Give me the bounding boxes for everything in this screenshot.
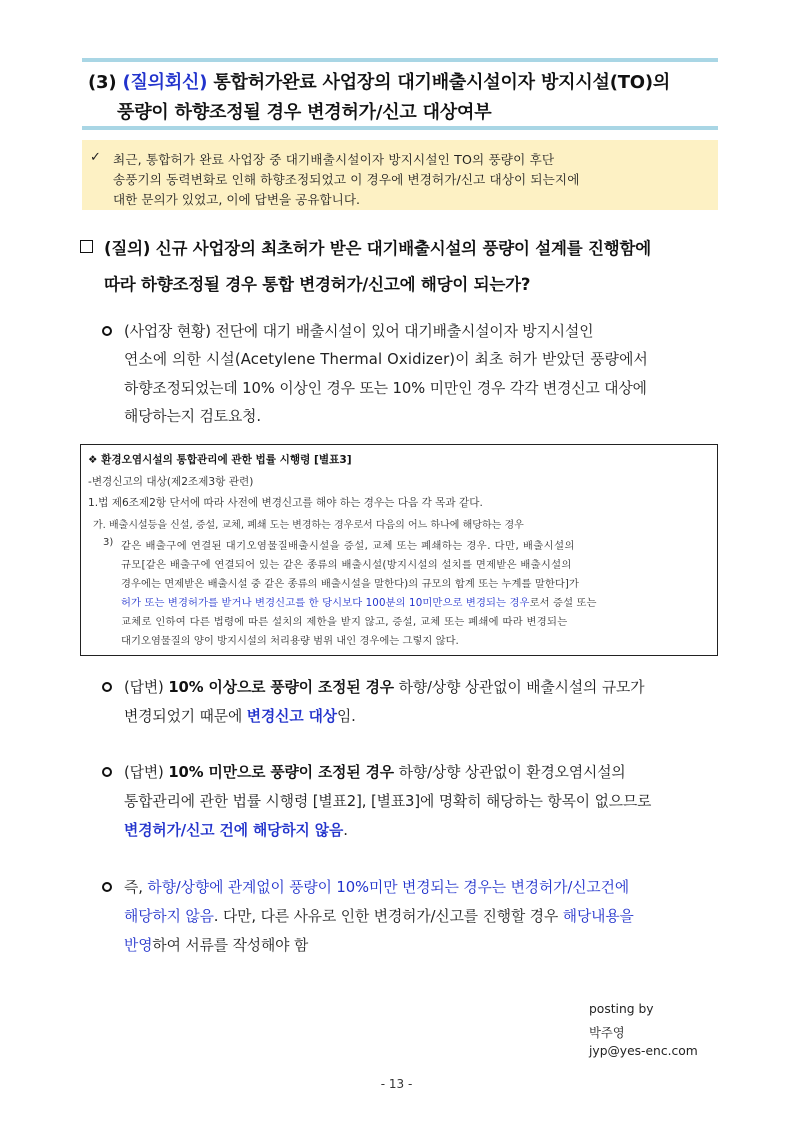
answer1-line-2 — [124, 705, 356, 726]
situation-bullet-icon — [102, 326, 112, 336]
question-checkbox-icon — [80, 240, 93, 253]
situation-line-2: 연소에 의한 시설(Acetylene Thermal Oxidizer)이 최초 허가 받았던 풍량에서 — [124, 351, 648, 368]
answer1-bullet-icon — [102, 682, 112, 692]
law-highlight: 허가 또는 변경허가를 받거나 변경신고를 한 당시보다 100분의 10미만으로 변경되는 경우 — [121, 597, 530, 609]
conclusion-highlight-2: 해당하지 않음 — [124, 908, 214, 925]
answer2-condition: 10% 미만으로 풍량이 조정된 경우 — [168, 764, 394, 781]
answer2-line-2: 통합관리에 관한 법률 시행령 [별표2], [별표3]에 명확히 해당하는 항목이 없으므로 — [124, 793, 652, 810]
law-item-3-line-2: 규모[같은 배출구에 연결되어 있는 같은 종류의 배출시설(방지시설의 설치를 면제받은 배출시설의 — [121, 559, 572, 571]
situation-line-1: (사업장 현황) 전단에 대기 배출시설이 있어 대기배출시설이자 방지시설인 — [124, 323, 594, 340]
conclusion-highlight-4: 반영 — [124, 937, 153, 954]
situation-line-4: 해당하는지 검토요청. — [124, 408, 261, 425]
conclusion-prefix: 즉, — [124, 879, 148, 896]
answer2-line-3 — [124, 819, 348, 840]
signature-author-name: 박주영 — [589, 1026, 625, 1040]
notice-line-1: 최근, 통합허가 완료 사업장 중 대기배출시설이자 방지시설인 TO의 풍량이 후단 — [113, 152, 555, 167]
law-item-3-line-4 — [121, 594, 707, 609]
answer2-prefix: (답변) — [124, 764, 169, 781]
section-number: (3) — [88, 72, 117, 93]
answer1-prefix: (답변) — [124, 679, 169, 696]
answer2-result: 변경허가/신고 건에 해당하지 않음 — [124, 822, 344, 839]
conclusion-highlight-1: 하향/상향에 관계없이 풍량이 10%미만 변경되는 경우는 변경허가/신고건에 — [147, 879, 630, 896]
page-number: - 13 - — [380, 1077, 413, 1091]
answer1-condition: 10% 이상으로 풍량이 조정된 경우 — [168, 679, 394, 696]
law-item-3-line-5: 교체로 인하여 다른 법령에 따른 설치의 제한을 받지 않고, 증설, 교체 또는 폐쇄에 따라 변경되는 — [121, 616, 568, 628]
conclusion-line3-rest: 하여 서류를 작성해야 함 — [152, 937, 309, 954]
answer2-line-1 — [124, 761, 626, 782]
conclusion-bullet-icon — [102, 882, 112, 892]
law-item-1: 1.법 제6조제2항 단서에 따라 사전에 변경신고를 해야 하는 경우는 다음 각 목과 같다. — [88, 497, 483, 509]
check-icon: ✓ — [90, 150, 101, 165]
answer1-result: 변경신고 대상 — [246, 708, 337, 725]
conclusion-line-1 — [124, 876, 629, 897]
law-item-3-line-1: 같은 배출구에 연결된 대기오염물질배출시설을 증설, 교체 또는 폐쇄하는 경우. 다만, 배출시설의 — [121, 540, 575, 552]
law-subtitle: -변경신고의 대상(제2조제3항 관련) — [88, 476, 254, 488]
law-item-3-number: 3) — [103, 537, 114, 548]
question-line-1: (질의) 신규 사업장의 최초허가 받은 대기배출시설의 풍량이 설계를 진행함에 — [104, 239, 651, 258]
conclusion-line-2 — [124, 905, 634, 926]
answer1-rest: 하향/상향 상관없이 배출시설의 규모가 — [394, 679, 645, 696]
signature-posting-label: posting by — [589, 1002, 654, 1016]
conclusion-highlight-3: 해당내용을 — [562, 908, 634, 925]
answer1-line2-a: 변경되었기 때문에 — [124, 708, 247, 725]
answer1-line2-c: 임. — [336, 708, 356, 725]
law-item-3-line-6: 대기오염물질의 양이 방지시설의 처리용량 범위 내인 경우에는 그렇지 않다. — [121, 635, 459, 647]
conclusion-line2-rest: . 다만, 다른 사유로 인한 변경허가/신고를 진행할 경우 — [213, 908, 563, 925]
title-text-1: 통합허가완료 사업장의 대기배출시설이자 방지시설(TO)의 — [213, 72, 671, 93]
section-tag: (질의회신) — [122, 72, 208, 93]
page-title-line-1 — [88, 68, 670, 94]
answer2-bullet-icon — [102, 767, 112, 777]
signature-email: jyp@yes-enc.com — [589, 1044, 698, 1058]
law-title: ❖ 환경오염시설의 통합관리에 관한 법률 시행령 [별표3] — [88, 454, 352, 466]
situation-line-3: 하향조정되었는데 10% 이상인 경우 또는 10% 미만인 경우 각각 변경신고 대상에 — [124, 380, 647, 397]
conclusion-line-3 — [124, 934, 308, 955]
title-top-rule — [82, 58, 718, 62]
answer2-line3-c: . — [343, 822, 348, 839]
law-item-3-line-3: 경우에는 면제받은 배출시설 중 같은 종류의 배출시설을 말한다)의 규모의 합계 또는 누계를 말한다]가 — [121, 578, 579, 590]
page-title-line-2: 풍량이 하향조정될 경우 변경허가/신고 대상여부 — [117, 102, 492, 123]
law-item-ga: 가. 배출시설등을 신설, 증설, 교체, 폐쇄 도는 변경하는 경우로서 다음의 어느 하나에 해당하는 경우 — [93, 520, 524, 531]
law-item-3-line-4-rest: 로서 증설 또는 — [529, 597, 597, 609]
answer2-rest: 하향/상향 상관없이 환경오염시설의 — [394, 764, 626, 781]
notice-line-3: 대한 문의가 있었고, 이에 답변을 공유합니다. — [113, 192, 361, 207]
notice-line-2: 송풍기의 동력변화로 인해 하향조정되었고 이 경우에 변경허가/신고 대상이 되는지에 — [113, 172, 580, 187]
answer1-line-1 — [124, 676, 644, 697]
title-bottom-rule — [82, 126, 718, 130]
question-line-2: 따라 하향조정될 경우 통합 변경허가/신고에 해당이 되는가? — [104, 275, 531, 294]
